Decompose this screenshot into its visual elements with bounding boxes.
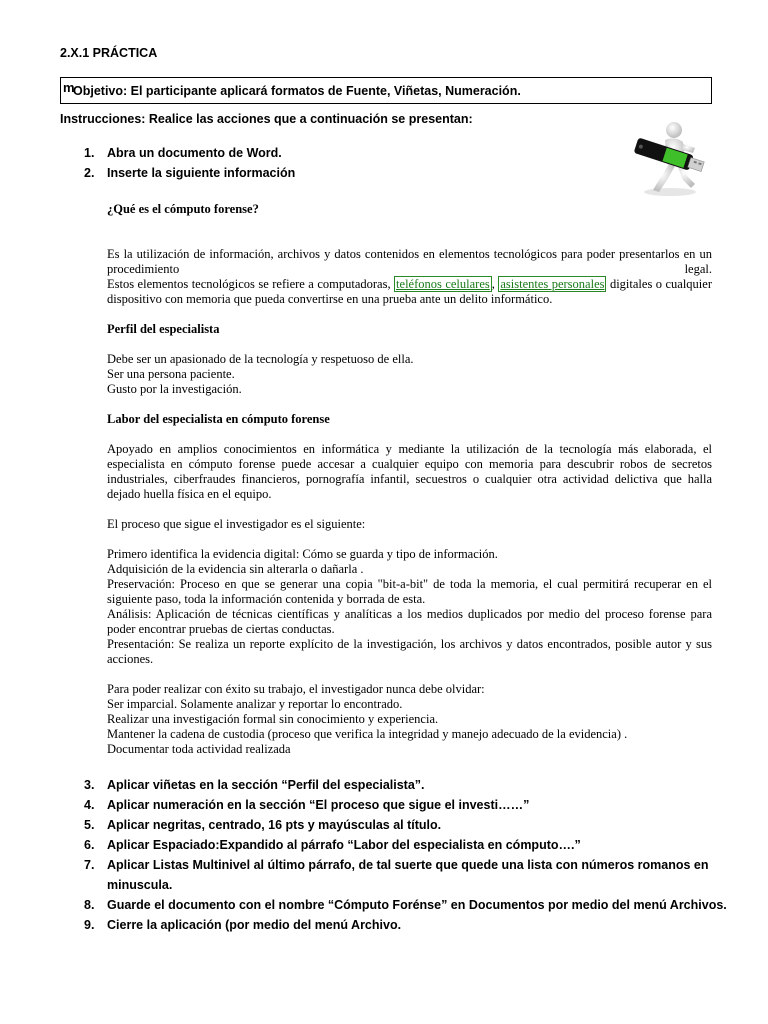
steps-list-bottom bbox=[60, 775, 727, 935]
proceso-line: Presentación: Se realiza un reporte explícito de la investigación, los archivos y datos encontrados, posible autor y sus acciones. bbox=[107, 637, 712, 666]
labor-title: Labor del especialista en cómputo forense bbox=[107, 412, 330, 426]
step-number: 5. bbox=[84, 818, 95, 832]
intro-text: Estos elementos tecnológicos se refiere a computadoras, bbox=[107, 277, 391, 291]
step-number: 6. bbox=[84, 838, 95, 852]
objective-text: Objetivo: El participante aplicará formatos de Fuente, Viñetas, Numeración. bbox=[73, 84, 521, 98]
step-text: Guarde el documento con el nombre “Cómputo Forénse” en Documentos por medio del menú Archivos. bbox=[107, 898, 727, 912]
link-telefonos-celulares[interactable]: teléfonos celulares bbox=[396, 277, 490, 291]
olvidar-line: Ser imparcial. Solamente analizar y reportar lo encontrado. bbox=[107, 697, 403, 711]
step-number: 8. bbox=[84, 898, 95, 912]
olvidar-line: Realizar una investigación formal sin conocimiento y experiencia. bbox=[107, 712, 439, 726]
intro-paragraph-line1: Es la utilización de información, archivos y datos contenidos en elementos tecnológicos para poder presentarlos en un procedimiento legal. bbox=[107, 247, 712, 276]
perfil-line: Debe ser un apasionado de la tecnología y respetuoso de ella. bbox=[107, 352, 414, 366]
step-item bbox=[60, 895, 727, 915]
document-content bbox=[107, 202, 712, 757]
step-number: 2. bbox=[84, 166, 95, 180]
step-number: 4. bbox=[84, 798, 95, 812]
step-item bbox=[60, 855, 713, 895]
olvidar-line: Para poder realizar con éxito su trabajo, el investigador nunca debe olvidar: bbox=[107, 682, 485, 696]
comma-text: , bbox=[491, 277, 495, 291]
objective-box bbox=[60, 77, 712, 104]
step-number: 3. bbox=[84, 778, 95, 792]
content-title: ¿Qué es el cómputo forense? bbox=[107, 202, 259, 216]
step-number: 9. bbox=[84, 918, 95, 932]
step-item bbox=[60, 795, 727, 815]
step-text: Cierre la aplicación (por medio del menú Archivo. bbox=[107, 918, 402, 932]
perfil-line: Gusto por la investigación. bbox=[107, 382, 242, 396]
step-item bbox=[60, 143, 295, 163]
step-item bbox=[60, 163, 295, 183]
figure-with-usb-drive-image bbox=[625, 120, 715, 198]
olvidar-line: Mantener la cadena de custodia (proceso que verifica la integridad y manejo adecuado de la evidencia) . bbox=[107, 727, 628, 741]
step-text: Aplicar viñetas en la sección “Perfil del especialista”. bbox=[107, 778, 425, 792]
olvidar-line: Documentar toda actividad realizada bbox=[107, 742, 291, 756]
step-item bbox=[60, 775, 727, 795]
step-text: Aplicar Espaciado:Expandido al párrafo “Labor del especialista en cómputo….” bbox=[107, 838, 581, 852]
perfil-title: Perfil del especialista bbox=[107, 322, 220, 336]
step-text: Abra un documento de Word. bbox=[107, 146, 282, 160]
proceso-line: Primero identifica la evidencia digital: Cómo se guarda y tipo de información. bbox=[107, 547, 498, 561]
step-item bbox=[60, 915, 727, 935]
proceso-line: Preservación: Proceso en que se generar una copia "bit-a-bit" de toda la memoria, el cual permitirá recuperar en el siguiente paso, toda la información contenida y borrada de esta. bbox=[107, 577, 712, 606]
step-item bbox=[60, 815, 727, 835]
steps-list-top bbox=[60, 143, 295, 183]
perfil-line: Ser una persona paciente. bbox=[107, 367, 235, 381]
page-title: 2.X.1 PRÁCTICA bbox=[60, 46, 158, 60]
proceso-intro: El proceso que sigue el investigador es el siguiente: bbox=[107, 517, 366, 531]
step-item bbox=[60, 835, 727, 855]
intro-paragraph-line2 bbox=[107, 277, 712, 307]
intro-text: digitales o cualquier dispositivo con memoria que pueda convertirse en una prueba ante un delito informático. bbox=[107, 277, 712, 306]
labor-paragraph: Apoyado en amplios conocimientos en informática y mediante la utilización de la tecnología más elaborada, el especialista en cómputo forense puede accesar a cualquier equipo con memoria para descubrir robos de secretos industriales, ciberfraudes financieros, pornografía infantil, secuestros o cualquier otra actividad delictiva que halla dejado huella física en el equipo. bbox=[107, 442, 712, 501]
link-asistentes-personales[interactable]: asistentes personales bbox=[500, 277, 605, 291]
step-text: Aplicar numeración en la sección “El proceso que sigue el investi……” bbox=[107, 798, 530, 812]
step-text: Aplicar Listas Multinivel al último párrafo, de tal suerte que quede una lista con números romanos en minuscula. bbox=[107, 858, 709, 892]
step-text: Aplicar negritas, centrado, 16 pts y mayúsculas al título. bbox=[107, 818, 442, 832]
instructions-text: Instrucciones: Realice las acciones que a continuación se presentan: bbox=[60, 112, 473, 126]
step-number: 1. bbox=[84, 146, 95, 160]
objective-mark: m bbox=[63, 80, 75, 95]
step-text: Inserte la siguiente información bbox=[107, 166, 296, 180]
proceso-line: Adquisición de la evidencia sin alterarla o dañarla . bbox=[107, 562, 364, 576]
proceso-line: Análisis: Aplicación de técnicas científicas y analíticas a los medios duplicados por medio del proceso forense para poder encontrar pruebas de ciertas conductas. bbox=[107, 607, 712, 636]
step-number: 7. bbox=[84, 858, 95, 872]
